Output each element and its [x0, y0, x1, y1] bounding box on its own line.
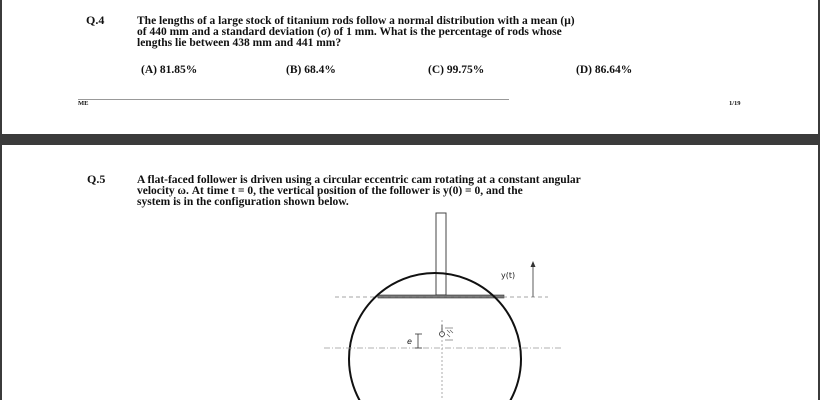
exam-page-1 — [2, 0, 818, 134]
option-d: (D) 86.64% — [576, 64, 633, 76]
cam-circle — [349, 273, 521, 400]
exam-page-2 — [2, 145, 818, 400]
question-5-line-2: velocity ω. At time t = 0, the vertical position of the follower is y(0) = 0, and the — [137, 185, 523, 197]
footer-rule — [78, 99, 509, 100]
follower-rod — [436, 213, 446, 295]
question-5-line-3: system is in the configuration shown below. — [137, 196, 349, 208]
option-a: (A) 81.85% — [141, 64, 198, 76]
follower-flat-face — [378, 295, 504, 298]
question-4-line-3: lengths lie between 438 mm and 441 mm? — [137, 37, 342, 49]
cam-follower-figure — [2, 145, 818, 400]
y-arrow-head — [531, 261, 536, 267]
question-5-line-1: A flat-faced follower is driven using a circular eccentric cam rotating at a constant angular — [137, 174, 581, 186]
pivot-support-icon — [445, 328, 453, 340]
question-5-number: Q.5 — [87, 172, 106, 186]
option-b: (B) 68.4% — [286, 64, 336, 76]
question-4-number: Q.4 — [86, 13, 105, 27]
question-4-line-1: The lengths of a large stock of titanium rods follow a normal distribution with a mean (μ) — [137, 15, 575, 27]
eccentricity-label: e — [407, 337, 412, 346]
footer-subject-code: ME — [78, 100, 89, 107]
y-t-label: y(t) — [501, 271, 516, 280]
footer-page-number: 1/19 — [729, 100, 741, 107]
option-c: (C) 99.75% — [428, 64, 485, 76]
question-4-line-2: of 440 mm and a standard deviation (σ) of 1 mm. What is the percentage of rods whose — [137, 26, 562, 38]
